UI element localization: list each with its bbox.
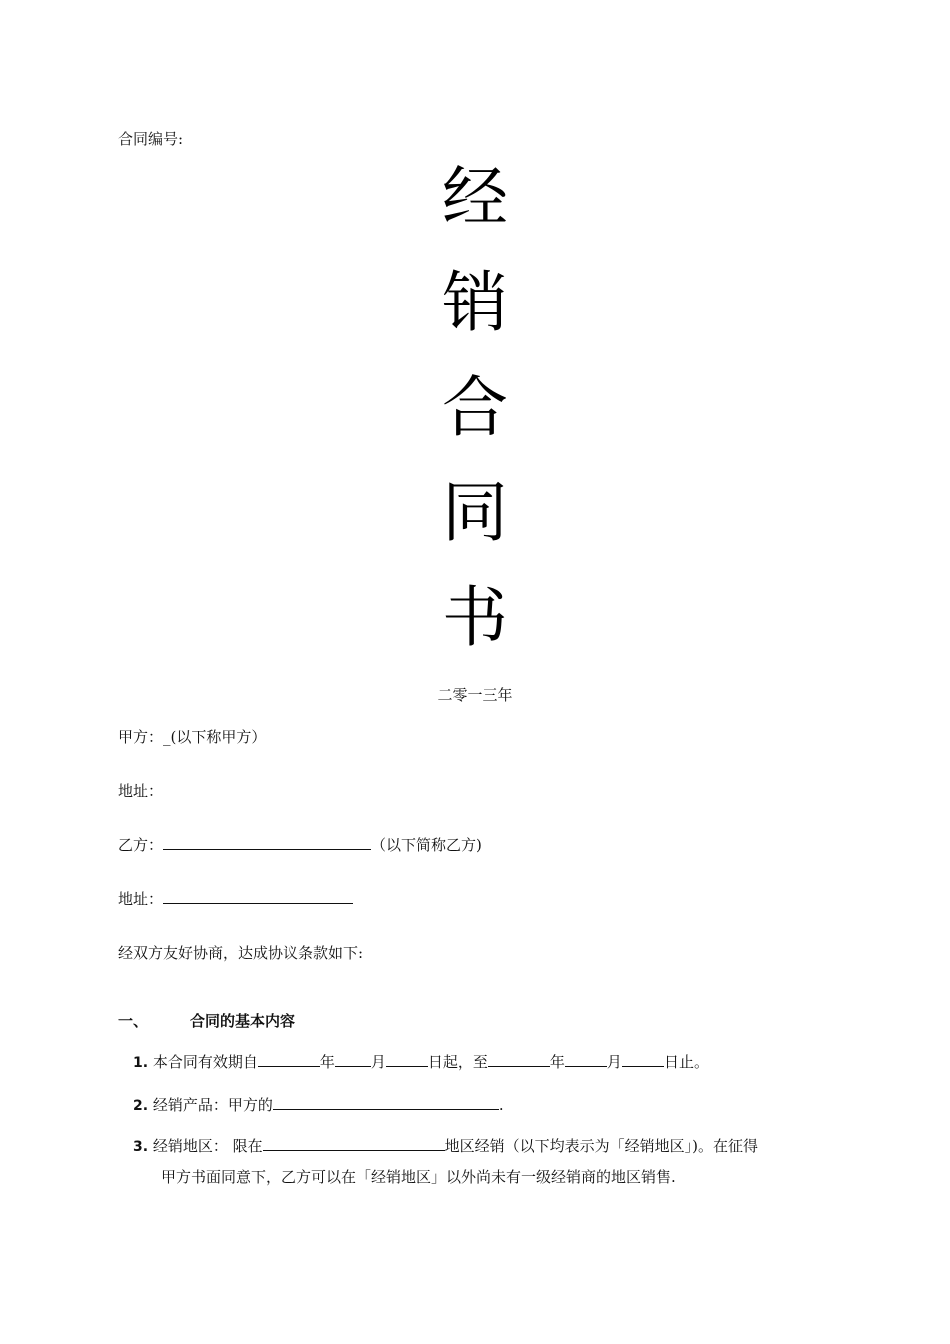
clause-1 [133,1051,709,1072]
address-a-label: 地址： [118,782,164,800]
clause-1-blank-end-day [622,1051,664,1067]
contract-number-label: 合同编号: [118,130,184,148]
clause-1-blank-start-month [335,1051,371,1067]
party-b-blank [163,834,371,850]
clause-3-text-a: 经销地区： 限在 [152,1137,263,1155]
clause-1-text-e: 年 [549,1053,565,1071]
clause-1-blank-end-month [565,1051,607,1067]
title-char-2: 销 [442,264,508,341]
title-char-4: 同 [442,474,508,551]
title-char-5: 书 [442,579,508,656]
intro-text: 经双方友好协商，达成协议条款如下: [118,944,364,962]
clause-3-number: 3. [133,1139,149,1155]
section-1-number: 一、 [118,1012,149,1030]
address-b-line [118,888,353,909]
contract-year: 二零一三年 [437,686,513,704]
title-char-3: 合 [442,369,508,446]
party-b-label: 乙方： [118,836,164,854]
party-a-blank: _ [163,728,171,746]
address-b-blank [163,888,353,904]
clause-1-text-c: 月 [370,1053,386,1071]
address-a-line [118,780,163,801]
clause-1-blank-start-day [386,1051,428,1067]
title-char-1: 经 [442,159,508,236]
clause-1-number: 1. [133,1055,149,1071]
address-b-label: 地址： [118,890,164,908]
party-a-suffix: (以下称甲方） [170,728,267,746]
clause-1-text-g: 日止。 [663,1053,709,1071]
clause-3-text-b: 地区经销（以下均表示为「经销地区」)。在征得 [444,1137,758,1155]
clause-3-continuation: 甲方书面同意下，乙方可以在「经销地区」以外尚未有一级经销商的地区销售. [161,1168,676,1186]
party-a-line [118,726,266,747]
clause-1-text-a: 本合同有效期自 [152,1053,258,1071]
party-b-line [118,834,482,855]
section-1-title: 合同的基本内容 [190,1012,296,1030]
clause-1-text-b: 年 [319,1053,335,1071]
clause-3 [133,1135,758,1156]
party-b-suffix: （以下简称乙方) [371,836,482,854]
party-a-label: 甲方： [118,728,164,746]
clause-2 [133,1094,504,1115]
clause-2-text-a: 经销产品：甲方的 [152,1096,273,1114]
clause-1-text-f: 月 [606,1053,622,1071]
clause-2-blank-product [273,1094,499,1110]
clause-2-number: 2. [133,1098,149,1114]
clause-1-text-d: 日起，至 [427,1053,488,1071]
clause-2-text-b: . [498,1096,504,1114]
clause-1-blank-start-year [258,1051,320,1067]
clause-3-blank-region [263,1135,445,1151]
clause-1-blank-end-year [488,1051,550,1067]
